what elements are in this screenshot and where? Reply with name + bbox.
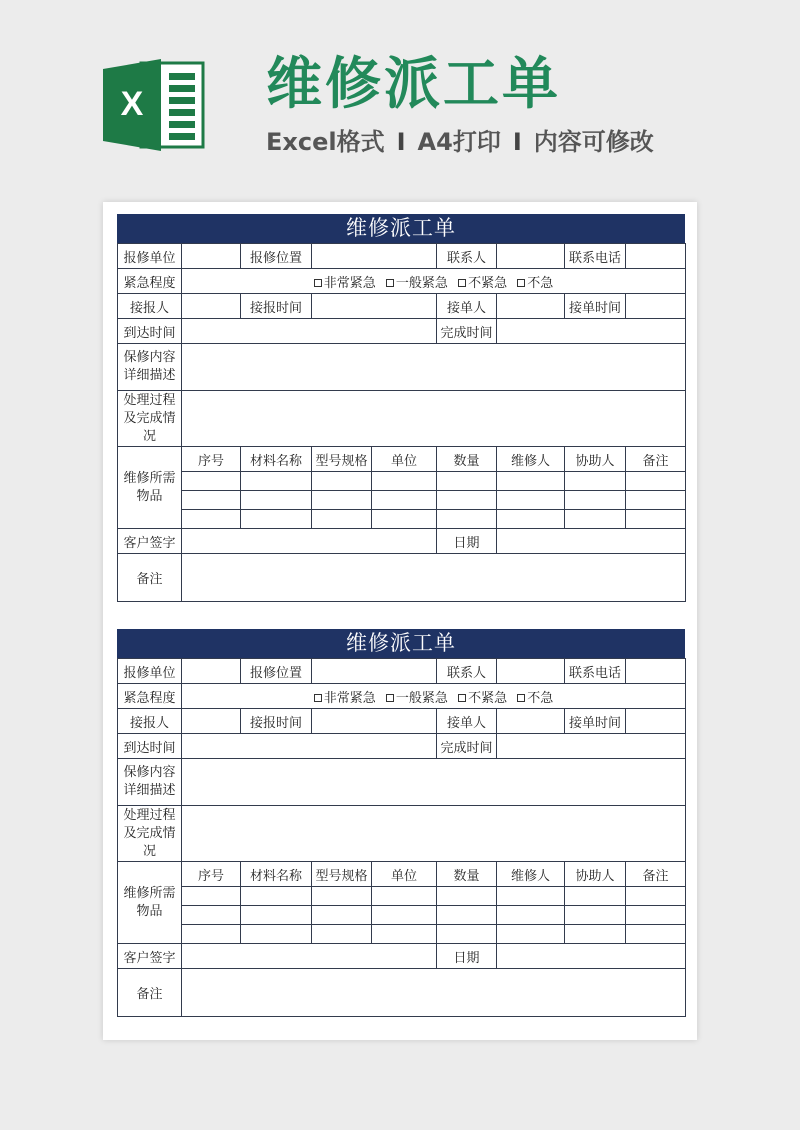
materials-cell[interactable] [626,491,686,510]
materials-cell[interactable] [182,925,241,944]
work-order-form-copy [117,629,685,1017]
label-customer-sign: 客户签字 [118,529,182,554]
materials-cell[interactable] [312,887,372,906]
materials-cell[interactable] [372,925,437,944]
checkbox-icon [458,694,466,702]
materials-cell[interactable] [565,491,626,510]
materials-cell[interactable] [241,472,312,491]
materials-cell[interactable] [241,906,312,925]
label-date: 日期 [437,944,497,969]
input-completion-time[interactable] [497,319,686,344]
label-assignee: 接单人 [437,709,497,734]
checkbox-icon [386,694,394,702]
label-completion-time: 完成时间 [437,734,497,759]
subtitle-separator: I [396,128,406,156]
materials-cell[interactable] [497,906,565,925]
materials-cell[interactable] [182,887,241,906]
urgency-option-not-urgent[interactable]: 不紧急 [458,276,507,291]
label-assign-time: 接单时间 [565,709,626,734]
label-receive-time: 接报时间 [241,709,312,734]
materials-cell[interactable] [182,472,241,491]
materials-cell[interactable] [565,887,626,906]
checkbox-icon [386,279,394,287]
label-urgency: 紧急程度 [118,269,182,294]
form-table [117,658,686,1017]
materials-cell[interactable] [626,887,686,906]
checkbox-icon [314,279,322,287]
input-repair-unit[interactable] [182,659,241,684]
materials-col-qty: 数量 [437,862,497,887]
materials-cell[interactable] [182,906,241,925]
materials-cell[interactable] [626,906,686,925]
materials-cell[interactable] [626,925,686,944]
label-receiver: 接报人 [118,294,182,319]
input-phone[interactable] [626,244,686,269]
input-completion-time[interactable] [497,734,686,759]
materials-cell[interactable] [565,906,626,925]
input-repair-unit[interactable] [182,244,241,269]
input-remark[interactable] [182,969,686,1017]
checkbox-icon [517,279,525,287]
urgency-options [182,269,686,294]
label-phone: 联系电话 [565,659,626,684]
materials-row [118,887,686,906]
input-process[interactable] [182,391,686,447]
input-arrival-time[interactable] [182,319,437,344]
materials-cell[interactable] [565,510,626,529]
subtitle-print: A4打印 [417,128,501,156]
label-assign-time: 接单时间 [565,294,626,319]
materials-cell[interactable] [372,472,437,491]
materials-col-assistant: 协助人 [565,862,626,887]
materials-cell[interactable] [241,491,312,510]
input-process[interactable] [182,806,686,862]
label-repair-location: 报修位置 [241,244,312,269]
materials-cell[interactable] [437,510,497,529]
label-remark: 备注 [118,554,182,602]
input-date[interactable] [497,944,686,969]
materials-cell[interactable] [497,491,565,510]
page-title: 维修派工单 [266,52,561,117]
label-contact: 联系人 [437,659,497,684]
input-repair-content[interactable] [182,344,686,391]
work-order-form [117,214,685,602]
label-urgency: 紧急程度 [118,684,182,709]
form-header: 维修派工单 [117,629,685,658]
input-customer-sign[interactable] [182,944,437,969]
materials-col-repairer: 维修人 [497,447,565,472]
input-contact[interactable] [497,659,565,684]
checkbox-icon [314,694,322,702]
materials-col-name: 材料名称 [241,447,312,472]
materials-cell[interactable] [312,925,372,944]
input-arrival-time[interactable] [182,734,437,759]
materials-cell[interactable] [497,887,565,906]
document-page [103,202,697,1040]
urgency-option-not-urgent[interactable]: 不紧急 [458,691,507,706]
materials-cell[interactable] [497,925,565,944]
urgency-option-normal-urgent[interactable]: 一般紧急 [386,691,448,706]
label-contact: 联系人 [437,244,497,269]
materials-col-remark: 备注 [626,447,686,472]
input-assign-time[interactable] [626,709,686,734]
urgency-option-normal-urgent[interactable]: 一般紧急 [386,276,448,291]
materials-row [118,510,686,529]
materials-cell[interactable] [437,925,497,944]
materials-cell[interactable] [565,925,626,944]
materials-col-name: 材料名称 [241,862,312,887]
input-remark[interactable] [182,554,686,602]
form-header: 维修派工单 [117,214,685,243]
materials-cell[interactable] [497,472,565,491]
checkbox-icon [458,279,466,287]
label-customer-sign: 客户签字 [118,944,182,969]
materials-col-repairer: 维修人 [497,862,565,887]
materials-cell[interactable] [626,510,686,529]
materials-col-spec: 型号规格 [312,862,372,887]
input-assign-time[interactable] [626,294,686,319]
input-contact[interactable] [497,244,565,269]
materials-cell[interactable] [437,491,497,510]
checkbox-icon [517,694,525,702]
materials-col-no: 序号 [182,862,241,887]
excel-logo-icon [103,59,206,151]
label-remark: 备注 [118,969,182,1017]
input-customer-sign[interactable] [182,529,437,554]
input-receiver[interactable] [182,294,241,319]
materials-cell[interactable] [437,472,497,491]
input-receiver[interactable] [182,709,241,734]
input-assignee[interactable] [497,294,565,319]
input-phone[interactable] [626,659,686,684]
materials-cell[interactable] [497,510,565,529]
label-repair-location: 报修位置 [241,659,312,684]
label-materials: 维修所需物品 [118,862,182,944]
urgency-options [182,684,686,709]
label-assignee: 接单人 [437,294,497,319]
materials-row [118,906,686,925]
input-receive-time[interactable] [312,709,437,734]
materials-cell[interactable] [182,510,241,529]
materials-cell[interactable] [241,925,312,944]
urgency-option-very-urgent[interactable]: 非常紧急 [314,691,376,706]
subtitle-format: Excel格式 [266,128,385,156]
materials-cell[interactable] [241,887,312,906]
label-repair-content: 保修内容详细描述 [118,344,182,391]
materials-cell[interactable] [372,887,437,906]
materials-col-unit: 单位 [372,862,437,887]
subtitle-separator: I [512,128,522,156]
materials-cell[interactable] [626,472,686,491]
label-completion-time: 完成时间 [437,319,497,344]
input-repair-location[interactable] [312,659,437,684]
materials-col-no: 序号 [182,447,241,472]
label-repair-content: 保修内容详细描述 [118,759,182,806]
label-phone: 联系电话 [565,244,626,269]
urgency-option-no-hurry[interactable]: 不急 [517,691,553,706]
label-receive-time: 接报时间 [241,294,312,319]
materials-row [118,925,686,944]
input-repair-location[interactable] [312,244,437,269]
input-assignee[interactable] [497,709,565,734]
materials-col-spec: 型号规格 [312,447,372,472]
materials-cell[interactable] [312,472,372,491]
subtitle-editable: 内容可修改 [533,128,654,156]
label-date: 日期 [437,529,497,554]
label-receiver: 接报人 [118,709,182,734]
materials-row [118,491,686,510]
subtitle [266,126,654,158]
materials-cell[interactable] [372,491,437,510]
input-date[interactable] [497,529,686,554]
svg-text:X: X [120,85,144,123]
urgency-option-very-urgent[interactable]: 非常紧急 [314,276,376,291]
urgency-option-no-hurry[interactable]: 不急 [517,276,553,291]
label-repair-unit: 报修单位 [118,244,182,269]
materials-cell[interactable] [372,906,437,925]
label-arrival-time: 到达时间 [118,319,182,344]
label-materials: 维修所需物品 [118,447,182,529]
label-arrival-time: 到达时间 [118,734,182,759]
materials-cell[interactable] [312,906,372,925]
input-receive-time[interactable] [312,294,437,319]
materials-col-unit: 单位 [372,447,437,472]
materials-cell[interactable] [312,491,372,510]
input-repair-content[interactable] [182,759,686,806]
materials-col-assistant: 协助人 [565,447,626,472]
materials-cell[interactable] [437,906,497,925]
materials-row [118,472,686,491]
materials-col-remark: 备注 [626,862,686,887]
label-process: 处理过程及完成情况 [118,806,182,862]
materials-cell[interactable] [312,510,372,529]
label-repair-unit: 报修单位 [118,659,182,684]
materials-cell[interactable] [372,510,437,529]
materials-col-qty: 数量 [437,447,497,472]
materials-cell[interactable] [437,887,497,906]
label-process: 处理过程及完成情况 [118,391,182,447]
form-table [117,243,686,602]
materials-cell[interactable] [182,491,241,510]
materials-cell[interactable] [565,472,626,491]
materials-cell[interactable] [241,510,312,529]
